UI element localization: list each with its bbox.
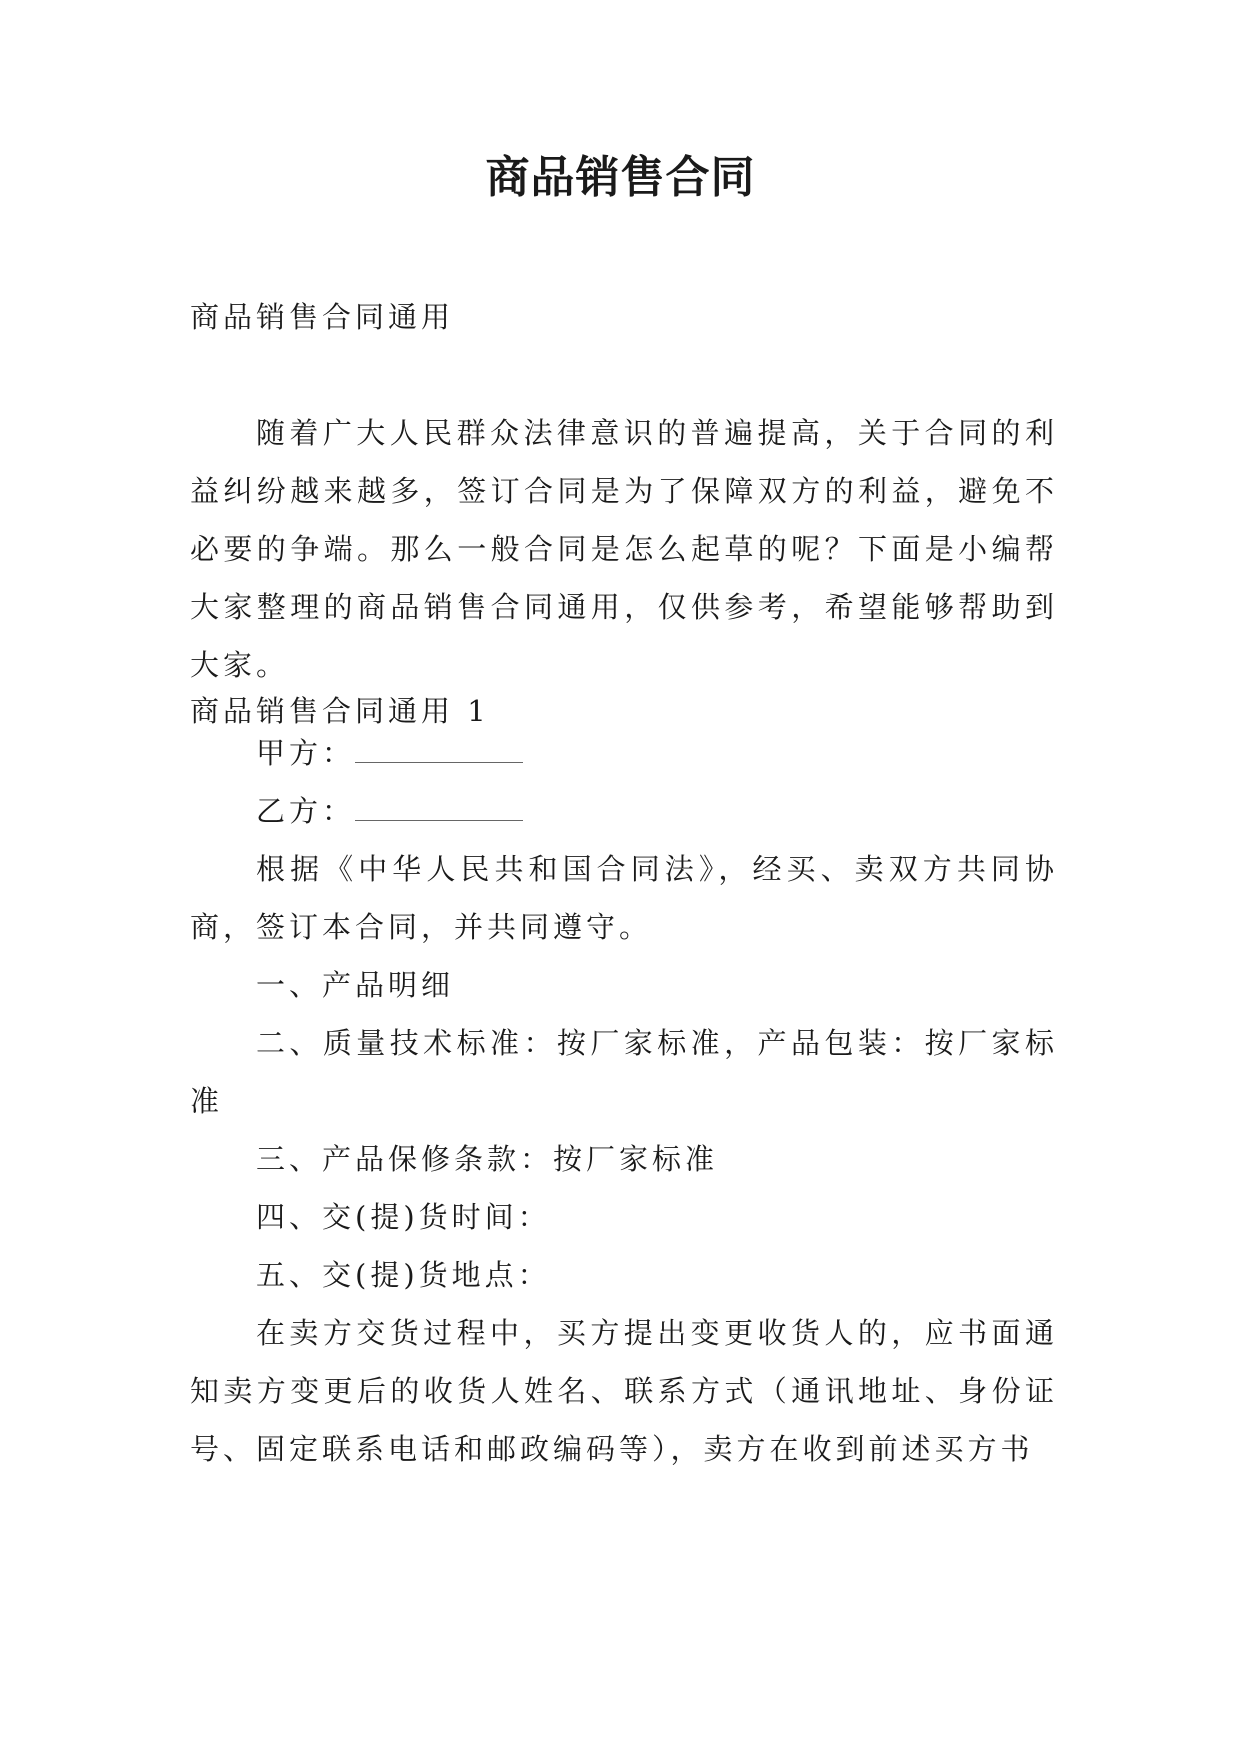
clause-1: 一、产品明细 <box>256 968 455 1002</box>
delivery-paragraph: 在卖方交货过程中，买方提出变更收货人的，应书面通知卖方变更后的收货人姓名、联系方式（通讯地址、身份证号、固定联系电话和邮政编码等），卖方在收到前述买方书 <box>190 1316 1058 1466</box>
clause-2: 二、质量技术标准：按厂家标准，产品包装：按厂家标准 <box>190 1026 1058 1118</box>
document-title: 商品销售合同 <box>485 152 756 203</box>
party-a-line <box>190 724 1058 782</box>
clause-3: 三、产品保修条款：按厂家标准 <box>256 1142 719 1176</box>
section-heading: 商品销售合同通用 1 <box>190 694 490 728</box>
intro-paragraph: 随着广大人民群众法律意识的普遍提高，关于合同的利益纠纷越来越多，签订合同是为了保障双方的利益，避免不必要的争端。那么一般合同是怎么起草的呢？下面是小编帮大家整理的商品销售合同通用，仅供参考，希望能够帮助到大家。 <box>190 416 1058 682</box>
party-a-blank <box>355 752 523 763</box>
clause-5: 五、交(提)货地点： <box>256 1258 551 1292</box>
clause-4: 四、交(提)货时间： <box>256 1200 551 1234</box>
contract-body <box>190 724 1058 1478</box>
party-b-label: 乙方： <box>256 794 356 828</box>
party-b-line <box>190 782 1058 840</box>
party-a-label: 甲方： <box>256 736 356 770</box>
document-subtitle: 商品销售合同通用 <box>190 300 455 334</box>
party-b-blank <box>355 810 523 821</box>
preamble-paragraph: 根据《中华人民共和国合同法》，经买、卖双方共同协商，签订本合同，并共同遵守。 <box>190 852 1058 944</box>
